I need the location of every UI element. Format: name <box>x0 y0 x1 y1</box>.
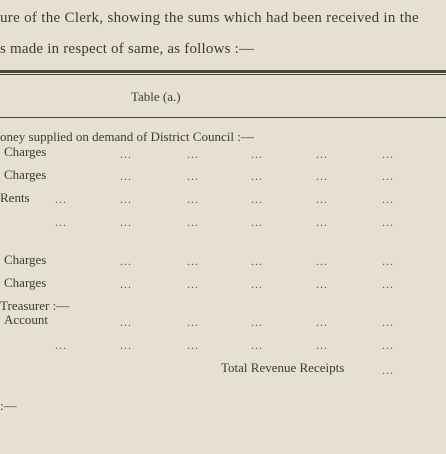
dots-cell: ... <box>120 277 132 291</box>
dots-cell: ... <box>382 277 394 291</box>
row-label: Rents <box>0 190 30 205</box>
dots-cell: ... <box>316 215 328 229</box>
dots-cell: ... <box>382 338 394 352</box>
header-line-2: s made in respect of same, as follows :— <box>0 41 255 57</box>
dots-cell: ... <box>251 254 263 268</box>
row-label-account: Account <box>4 312 49 327</box>
dots-cell: ... <box>251 277 263 291</box>
dots-cell: ... <box>187 147 199 161</box>
dots-cell: ... <box>120 315 132 329</box>
dots-cell: ... <box>316 315 328 329</box>
dots-cell: ... <box>187 338 199 352</box>
dots-cell: ... <box>316 147 328 161</box>
footer-fragment: :— <box>0 398 17 413</box>
dots-cell: ... <box>120 338 132 352</box>
dots-cell: ... <box>55 192 67 206</box>
dots-cell: ... <box>382 363 394 377</box>
total-revenue-receipts-label: Total Revenue Receipts <box>221 360 345 375</box>
dots-cell: ... <box>120 147 132 161</box>
dots-cell: ... <box>251 338 263 352</box>
dots-cell: ... <box>187 315 199 329</box>
dots-cell: ... <box>55 338 67 352</box>
dots-cell: ... <box>120 192 132 206</box>
caption-rule <box>0 117 446 118</box>
section-heading-treasurer: Treasurer :— <box>0 298 70 313</box>
row-label: Charges <box>4 252 47 267</box>
dots-cell: ... <box>316 277 328 291</box>
dots-cell: ... <box>251 315 263 329</box>
dots-cell: ... <box>316 169 328 183</box>
dots-cell: ... <box>187 254 199 268</box>
dots-cell: ... <box>382 254 394 268</box>
row-label: Charges <box>4 275 47 290</box>
table-caption: Table (a.) <box>131 89 181 104</box>
dots-cell: ... <box>382 147 394 161</box>
dots-cell: ... <box>251 215 263 229</box>
dots-cell: ... <box>187 169 199 183</box>
dots-cell: ... <box>382 192 394 206</box>
dots-cell: ... <box>187 277 199 291</box>
dots-cell: ... <box>187 215 199 229</box>
dots-cell: ... <box>120 254 132 268</box>
row-label: Charges <box>4 144 47 159</box>
dots-cell: ... <box>55 215 67 229</box>
top-rule-thick <box>0 70 446 73</box>
dots-cell: ... <box>316 254 328 268</box>
dots-cell: ... <box>382 215 394 229</box>
dots-cell: ... <box>316 192 328 206</box>
dots-cell: ... <box>251 147 263 161</box>
dots-cell: ... <box>120 169 132 183</box>
top-rule-thin <box>0 74 446 75</box>
dots-cell: ... <box>382 315 394 329</box>
dots-cell: ... <box>316 338 328 352</box>
header-line-1: ure of the Clerk, showing the sums which had been received in the <box>0 10 419 26</box>
dots-cell: ... <box>120 215 132 229</box>
dots-cell: ... <box>187 192 199 206</box>
dots-cell: ... <box>251 169 263 183</box>
row-label: Charges <box>4 167 47 182</box>
section-heading-district-council: oney supplied on demand of District Council :— <box>0 129 254 144</box>
dots-cell: ... <box>382 169 394 183</box>
dots-cell: ... <box>251 192 263 206</box>
